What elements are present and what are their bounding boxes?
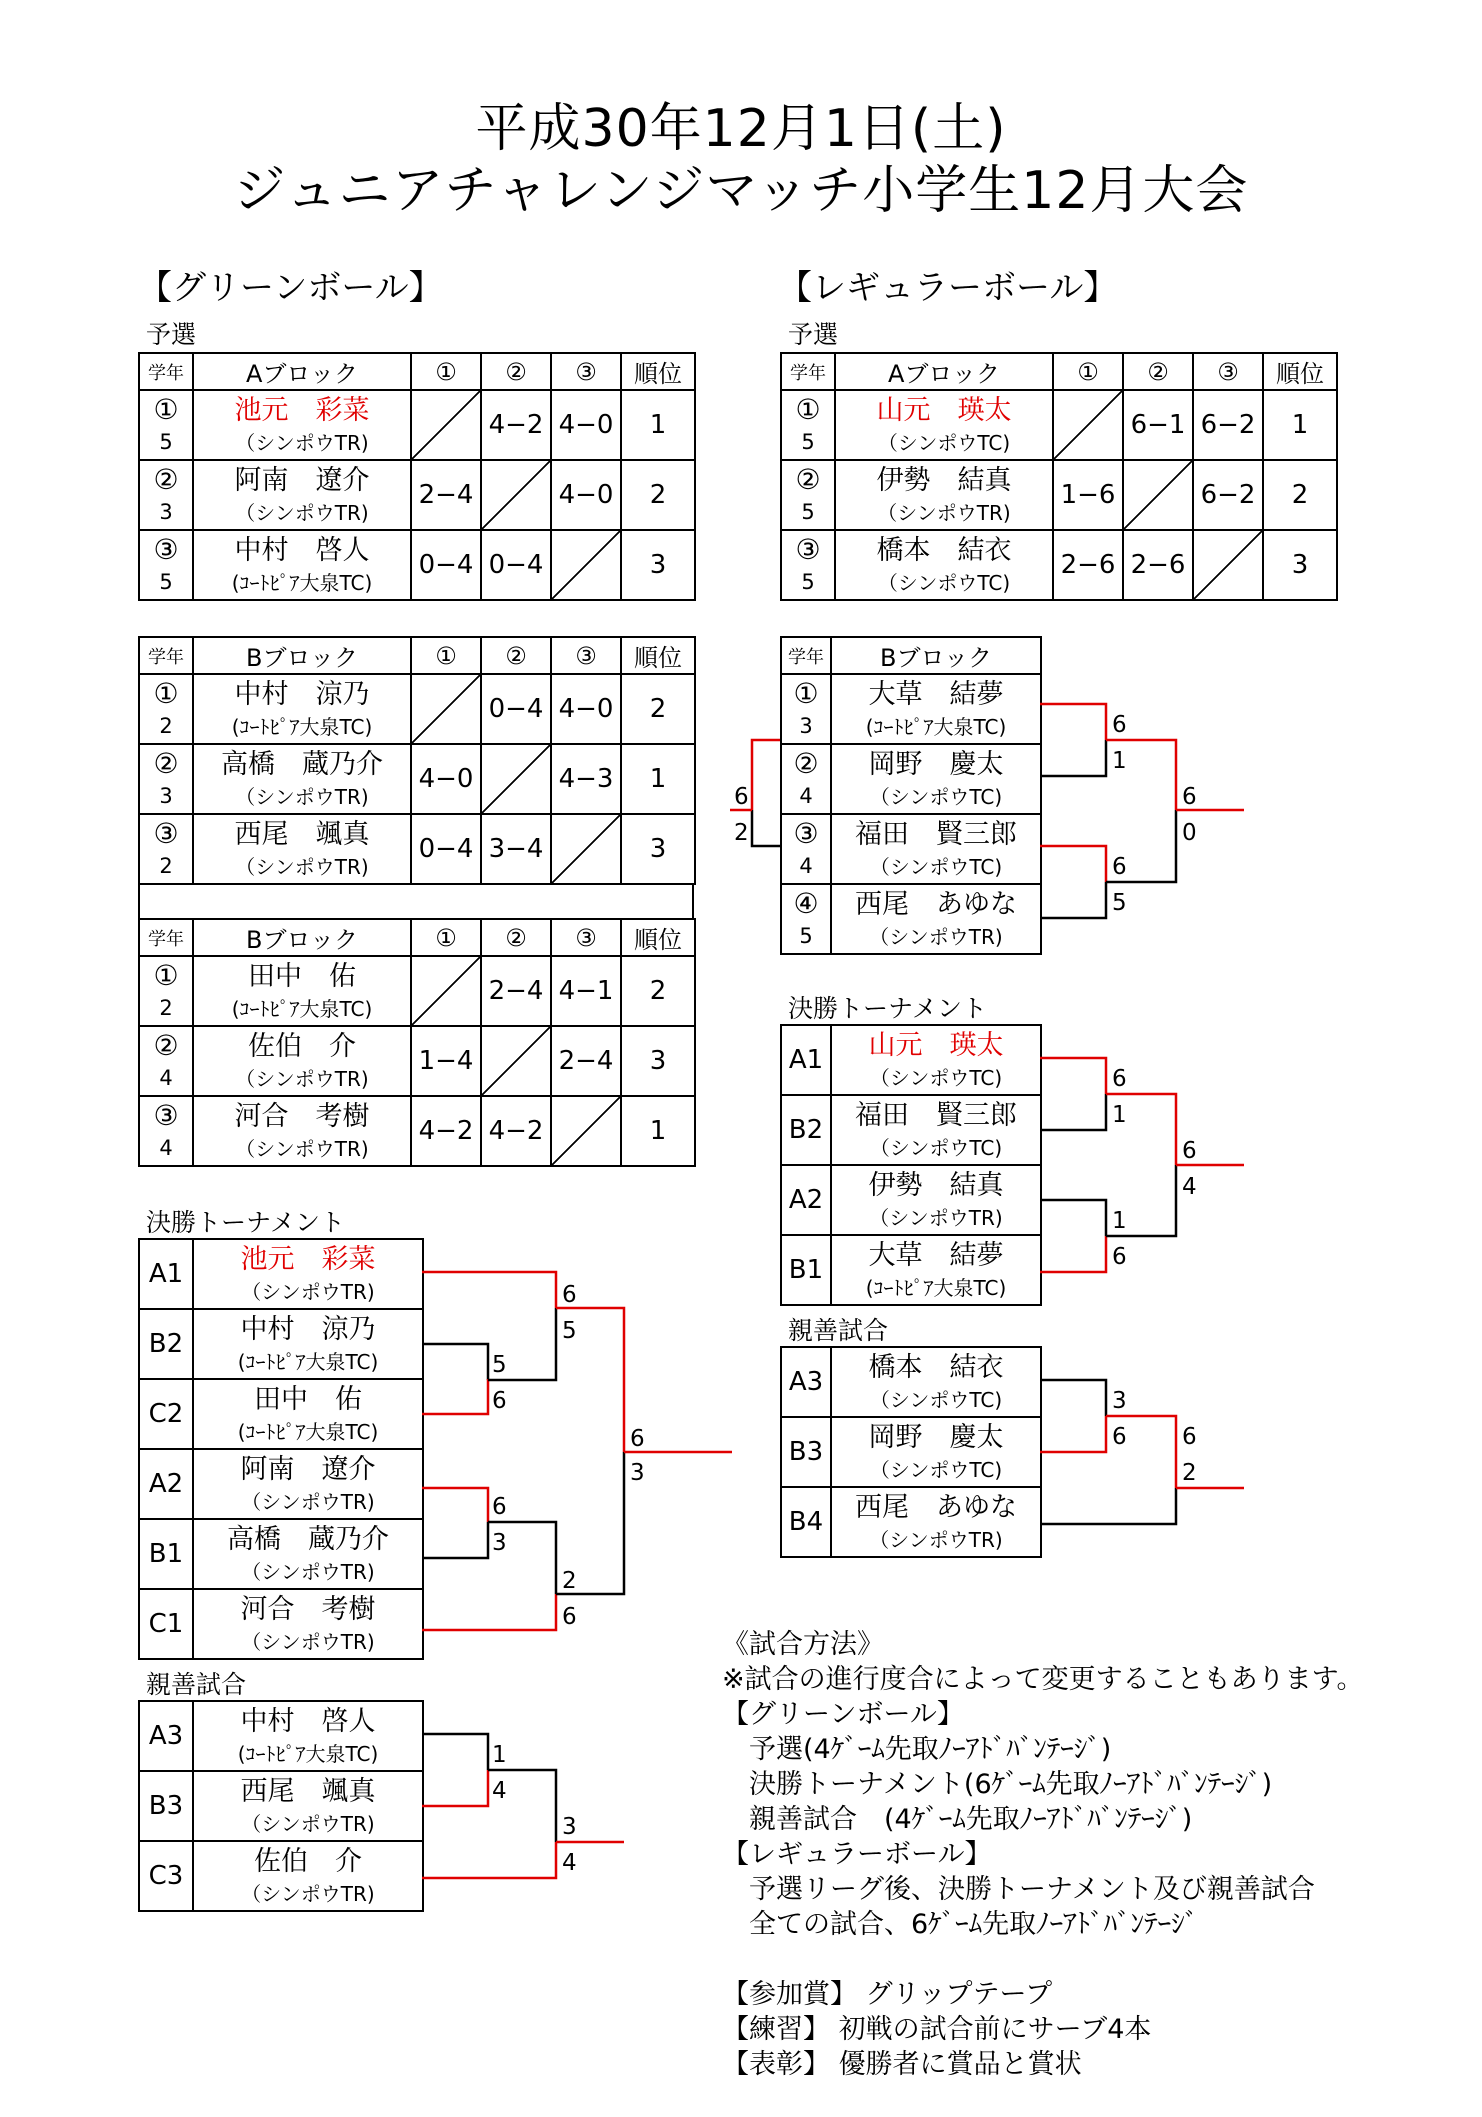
player-club: (ｺｰﾄﾋﾟｱ大泉TC) [231, 715, 373, 739]
score-cell: 4−2 [411, 1096, 481, 1166]
rank-cell: 1 [621, 390, 695, 460]
player-name: 福田 賢三郎 [855, 1100, 1017, 1131]
header-block-name: Bブロック [831, 637, 1041, 674]
rank-cell: 1 [621, 744, 695, 814]
score-label: 6 [1182, 1424, 1197, 1450]
bracket-line [1040, 1094, 1106, 1130]
player-name: 高橋 蔵乃介 [221, 749, 383, 780]
player-club: （シンポウTR) [235, 855, 369, 879]
score-cell: 2−6 [1053, 530, 1123, 600]
bracket-line [422, 1272, 556, 1308]
player-club: （シンポウTR) [241, 1882, 375, 1906]
block-name: Aブロック [193, 353, 411, 390]
grade: 3 [799, 714, 813, 738]
score-label: 2 [1182, 1460, 1197, 1486]
grade-header: 学年 [139, 353, 193, 390]
col-3-header: ③ [551, 637, 621, 674]
seed-number: ① [795, 393, 821, 426]
seed-number: ③ [793, 817, 819, 850]
score-cell: 4−1 [551, 956, 621, 1026]
bracket-line [1040, 740, 1106, 776]
rank-cell: 3 [1263, 530, 1337, 600]
player-name: 田中 佑 [254, 1384, 362, 1415]
player-name: 河合 考樹 [240, 1594, 376, 1625]
seed-number: ① [153, 677, 179, 710]
seed-number: ① [153, 959, 179, 992]
player-club: (ｺｰﾄﾋﾟｱ大泉TC) [865, 1276, 1007, 1300]
notes-line: ※試合の進行度合によって変更することもあります。 [722, 1664, 1364, 1695]
rank-cell: 3 [621, 530, 695, 600]
notes-line: 【参加賞】 グリップテープ [722, 1979, 1053, 2010]
player-club: （シンポウTR) [241, 1560, 375, 1584]
seed-number: ② [795, 463, 821, 496]
seed-number: ③ [153, 1099, 179, 1132]
grade-header: 学年 [139, 919, 193, 956]
seed-code: A1 [139, 1239, 193, 1309]
bracket-line [422, 1734, 488, 1770]
player-club: （シンポウTR) [235, 785, 369, 809]
score-cell: 4−0 [551, 674, 621, 744]
score-cell: 4−0 [411, 744, 481, 814]
col-2-header: ② [481, 353, 551, 390]
notes-line: 予選(4ｹﾞｰﾑ先取ﾉｰｱﾄﾞﾊﾞﾝﾃｰｼﾞ) [722, 1734, 1112, 1765]
player-name: 西尾 あゆな [855, 889, 1017, 920]
score-label: 4 [1182, 1174, 1197, 1200]
rank-header: 順位 [621, 637, 695, 674]
seed-number: ③ [795, 533, 821, 566]
score-cell: 6−2 [1193, 390, 1263, 460]
block-name: Aブロック [835, 353, 1053, 390]
grade: 2 [159, 714, 173, 738]
seed-number: ② [153, 1029, 179, 1062]
seed-code: A2 [781, 1165, 831, 1235]
title-line-2: ジュニアチャレンジマッチ小学生12月大会 [233, 161, 1249, 221]
col-2-header: ② [481, 919, 551, 956]
grade: 5 [801, 570, 815, 594]
notes-line: 【グリーンボール】 [722, 1699, 964, 1730]
player-name: 阿南 遼介 [240, 1454, 376, 1485]
col-2-header: ② [481, 637, 551, 674]
player-name: 伊勢 結真 [868, 1170, 1004, 1201]
score-label: 6 [1112, 1244, 1127, 1270]
bracket-line [422, 1522, 488, 1558]
green-heading: 【グリーンボール】 [138, 268, 443, 308]
seed-number: ② [153, 463, 179, 496]
col-3-header: ③ [1193, 353, 1263, 390]
player-club: （シンポウTR) [235, 431, 369, 455]
bracket-line [422, 1594, 556, 1630]
rank-cell: 2 [621, 460, 695, 530]
rank-cell: 2 [1263, 460, 1337, 530]
rank-header: 順位 [1263, 353, 1337, 390]
player-club: （シンポウTR) [241, 1630, 375, 1654]
score-cell: 0−4 [481, 530, 551, 600]
rank-header: 順位 [621, 919, 695, 956]
col-1-header: ① [411, 353, 481, 390]
player-club: (ｺｰﾄﾋﾟｱ大泉TC) [865, 715, 1007, 739]
grade: 4 [799, 854, 813, 878]
score-cell: 6−1 [1123, 390, 1193, 460]
player-club: (ｺｰﾄﾋﾟｱ大泉TC) [237, 1350, 379, 1374]
grade: 5 [799, 924, 813, 948]
player-club: (ｺｰﾄﾋﾟｱ大泉TC) [237, 1742, 379, 1766]
regular-prelim-label: 予選 [788, 320, 839, 349]
rank-cell: 3 [621, 1026, 695, 1096]
score-cell: 2−4 [481, 956, 551, 1026]
bracket-line [1040, 1488, 1176, 1524]
score-label: 6 [1182, 1138, 1197, 1164]
grade: 4 [159, 1066, 173, 1090]
notes-line: 全ての試合、6ｹﾞｰﾑ先取ﾉｰｱﾄﾞﾊﾞﾝﾃｰｼﾞ [722, 1909, 1199, 1940]
col-1-header: ① [411, 919, 481, 956]
score-label: 2 [562, 1568, 577, 1594]
score-label: 4 [562, 1850, 577, 1876]
seed-code: A3 [139, 1701, 193, 1771]
player-club: （シンポウTR) [869, 1206, 1003, 1230]
player-name: 西尾 あゆな [855, 1492, 1017, 1523]
title-line-1: 平成30年12月1日(土) [475, 99, 1007, 159]
player-name: 橋本 結衣 [868, 1352, 1004, 1383]
seed-code: B1 [139, 1519, 193, 1589]
rank-cell: 1 [621, 1096, 695, 1166]
score-cell: 0−4 [411, 530, 481, 600]
player-club: （シンポウTC) [869, 785, 1003, 809]
player-name: 西尾 颯真 [234, 819, 370, 850]
bracket-line [1040, 1380, 1106, 1416]
bracket-line [1040, 1200, 1106, 1236]
seed-code: A1 [781, 1025, 831, 1095]
score-cell: 4−0 [551, 460, 621, 530]
score-label: 1 [1112, 1102, 1127, 1128]
notes-line: 親善試合 (4ｹﾞｰﾑ先取ﾉｰｱﾄﾞﾊﾞﾝﾃｰｼﾞ) [722, 1804, 1193, 1835]
score-label: 1 [492, 1742, 507, 1768]
rank-header: 順位 [621, 353, 695, 390]
col-3-header: ③ [551, 353, 621, 390]
bracket-line [422, 1344, 488, 1380]
seed-code: B3 [139, 1771, 193, 1841]
player-club: (ｺｰﾄﾋﾟｱ大泉TC) [231, 571, 373, 595]
regular-heading: 【レギュラーボール】 [778, 268, 1118, 308]
grade: 2 [159, 854, 173, 878]
score-cell: 3−4 [481, 814, 551, 884]
player-club: （シンポウTC) [869, 1066, 1003, 1090]
grade: 5 [159, 570, 173, 594]
notes-line: 【練習】 初戦の試合前にサーブ4本 [722, 2014, 1152, 2045]
block-name: Bブロック [193, 637, 411, 674]
player-name: 橋本 結衣 [876, 535, 1012, 566]
grade: 3 [159, 500, 173, 524]
player-name: 中村 涼乃 [240, 1314, 376, 1345]
player-name: 田中 佑 [248, 961, 356, 992]
score-label: 6 [1112, 854, 1127, 880]
player-name: 池元 彩菜 [240, 1244, 376, 1275]
player-name: 山元 瑛太 [868, 1030, 1004, 1061]
grade: 4 [159, 1136, 173, 1160]
rank-cell: 2 [621, 674, 695, 744]
header-grade: 学年 [781, 637, 831, 674]
player-club: （シンポウTR) [235, 1067, 369, 1091]
player-name: 佐伯 介 [248, 1031, 356, 1062]
regular-friendly-label: 親善試合 [788, 1316, 889, 1345]
notes-line: 【表彰】 優勝者に賞品と賞状 [722, 2049, 1082, 2080]
notes [722, 1592, 1363, 2117]
grade-header: 学年 [139, 637, 193, 674]
green-friendly-label: 親善試合 [146, 1670, 247, 1699]
player-club: (ｺｰﾄﾋﾟｱ大泉TC) [231, 997, 373, 1021]
player-club: （シンポウTR) [877, 501, 1011, 525]
grade: 5 [159, 430, 173, 454]
score-label: 6 [562, 1604, 577, 1630]
notes-line: 【レギュラーボール】 [722, 1839, 992, 1870]
score-label: 5 [1112, 890, 1127, 916]
score-cell: 1−6 [1053, 460, 1123, 530]
green-final-label: 決勝トーナメント [146, 1208, 346, 1237]
bracket-line [1040, 882, 1106, 918]
grade-header: 学年 [781, 353, 835, 390]
score-cell: 1−4 [411, 1026, 481, 1096]
score-label: 6 [1112, 712, 1127, 738]
seed-code: B3 [781, 1417, 831, 1487]
player-name: 中村 涼乃 [234, 679, 370, 710]
grade: 3 [159, 784, 173, 808]
seed-code: B2 [139, 1309, 193, 1379]
player-name: 佐伯 介 [254, 1846, 362, 1877]
score-cell: 2−4 [411, 460, 481, 530]
grade: 5 [801, 500, 815, 524]
score-cell: 2−6 [1123, 530, 1193, 600]
player-club: （シンポウTR) [241, 1812, 375, 1836]
score-cell: 4−2 [481, 1096, 551, 1166]
score-label: 5 [492, 1352, 507, 1378]
seed-number: ② [153, 747, 179, 780]
score-label: 1 [1112, 748, 1127, 774]
col-1-header: ① [411, 637, 481, 674]
player-club: （シンポウTR) [869, 1528, 1003, 1552]
score-label: 6 [1112, 1424, 1127, 1450]
player-club: （シンポウTC) [869, 1136, 1003, 1160]
score-label: 3 [492, 1530, 507, 1556]
player-name: 阿南 遼介 [234, 465, 370, 496]
player-club: （シンポウTR) [235, 1137, 369, 1161]
grade: 5 [801, 430, 815, 454]
score-cell: 4−3 [551, 744, 621, 814]
col-3-header: ③ [551, 919, 621, 956]
score-cell: 0−4 [481, 674, 551, 744]
seed-code: A2 [139, 1449, 193, 1519]
bracket-line [1040, 1236, 1106, 1272]
grade: 4 [799, 784, 813, 808]
player-name: 大草 結夢 [868, 679, 1004, 710]
score-label: 6 [492, 1494, 507, 1520]
seed-code: B4 [781, 1487, 831, 1557]
seed-code: C2 [139, 1379, 193, 1449]
player-club: （シンポウTC) [877, 431, 1011, 455]
score-label: 6 [734, 784, 749, 810]
player-name: 山元 瑛太 [876, 395, 1012, 426]
score-label: 6 [1182, 784, 1197, 810]
block-name: Bブロック [193, 919, 411, 956]
score-cell: 6−2 [1193, 460, 1263, 530]
player-club: （シンポウTC) [869, 855, 1003, 879]
player-name: 伊勢 結真 [876, 465, 1012, 496]
bracket-line [1040, 846, 1106, 882]
rank-cell: 2 [621, 956, 695, 1026]
seed-number: ① [793, 677, 819, 710]
player-club: （シンポウTR) [869, 925, 1003, 949]
player-club: （シンポウTR) [235, 501, 369, 525]
seed-number: ② [793, 747, 819, 780]
grade: 2 [159, 996, 173, 1020]
bracket-line [752, 810, 780, 846]
seed-code: C3 [139, 1841, 193, 1911]
seed-code: A3 [781, 1347, 831, 1417]
player-name: 河合 考樹 [234, 1101, 370, 1132]
bracket-line [422, 1842, 556, 1878]
player-club: （シンポウTC) [869, 1458, 1003, 1482]
score-label: 3 [630, 1460, 645, 1486]
score-label: 5 [562, 1318, 577, 1344]
player-name: 高橋 蔵乃介 [227, 1524, 389, 1555]
player-name: 西尾 颯真 [240, 1776, 376, 1807]
player-name: 岡野 慶太 [868, 749, 1004, 780]
player-name: 中村 啓人 [240, 1706, 376, 1737]
col-1-header: ① [1053, 353, 1123, 390]
bracket-line [422, 1488, 488, 1522]
notes-line: 予選リーグ後、決勝トーナメント及び親善試合 [722, 1874, 1315, 1905]
player-name: 池元 彩菜 [234, 395, 370, 426]
seed-code: C1 [139, 1589, 193, 1659]
score-label: 3 [562, 1814, 577, 1840]
player-club: （シンポウTR) [241, 1490, 375, 1514]
green-prelim-label: 予選 [146, 320, 197, 349]
score-label: 1 [1112, 1208, 1127, 1234]
score-cell: 4−2 [481, 390, 551, 460]
bracket-line [422, 1379, 488, 1414]
seed-number: ③ [153, 817, 179, 850]
seed-code: B1 [781, 1235, 831, 1305]
notes-line: 《試合方法》 [722, 1629, 884, 1660]
score-cell: 2−4 [551, 1026, 621, 1096]
score-cell: 4−0 [551, 390, 621, 460]
player-name: 福田 賢三郎 [855, 819, 1017, 850]
seed-number: ① [153, 393, 179, 426]
player-club: （シンポウTC) [877, 571, 1011, 595]
score-label: 6 [1112, 1066, 1127, 1092]
rank-cell: 1 [1263, 390, 1337, 460]
regular-final-label: 決勝トーナメント [788, 994, 988, 1023]
seed-code: B2 [781, 1095, 831, 1165]
score-label: 6 [630, 1426, 645, 1452]
player-club: （シンポウTR) [241, 1280, 375, 1304]
bracket-line [1040, 1416, 1106, 1452]
score-label: 4 [492, 1778, 507, 1804]
player-club: (ｺｰﾄﾋﾟｱ大泉TC) [237, 1420, 379, 1444]
score-label: 0 [1182, 820, 1197, 846]
score-cell: 0−4 [411, 814, 481, 884]
seed-number: ④ [793, 887, 819, 920]
rank-cell: 3 [621, 814, 695, 884]
player-name: 大草 結夢 [868, 1240, 1004, 1271]
col-2-header: ② [1123, 353, 1193, 390]
player-club: （シンポウTC) [869, 1388, 1003, 1412]
notes-line: 決勝トーナメント(6ｹﾞｰﾑ先取ﾉｰｱﾄﾞﾊﾞﾝﾃｰｼﾞ) [722, 1769, 1273, 1800]
score-label: 6 [562, 1282, 577, 1308]
player-name: 岡野 慶太 [868, 1422, 1004, 1453]
score-label: 3 [1112, 1388, 1127, 1414]
bracket-line [1040, 704, 1106, 740]
bracket-line [422, 1770, 488, 1806]
seed-number: ③ [153, 533, 179, 566]
score-label: 6 [492, 1388, 507, 1414]
bracket-line [1040, 1058, 1106, 1094]
score-label: 2 [734, 820, 749, 846]
player-name: 中村 啓人 [234, 535, 370, 566]
bracket-line [752, 740, 780, 810]
